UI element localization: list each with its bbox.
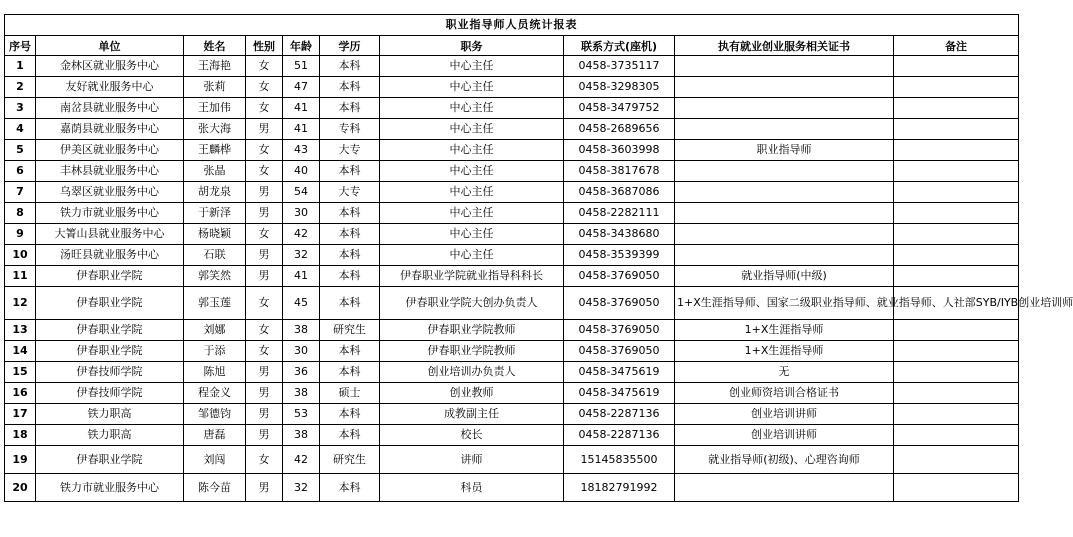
cell-unit: 伊春职业学院 — [36, 320, 184, 341]
cell-remark — [894, 425, 1019, 446]
cell-unit: 友好就业服务中心 — [36, 77, 184, 98]
cell-gender: 男 — [246, 383, 283, 404]
cell-cert — [675, 245, 894, 266]
cell-position: 中心主任 — [380, 56, 564, 77]
cell-cert: 无 — [675, 362, 894, 383]
cell-remark — [894, 77, 1019, 98]
cell-unit: 嘉荫县就业服务中心 — [36, 119, 184, 140]
table-row — [5, 474, 1019, 502]
cell-name: 王海艳 — [184, 56, 246, 77]
header-cert: 执有就业创业服务相关证书 — [675, 36, 894, 56]
cell-cert: 创业师资培训合格证书 — [675, 383, 894, 404]
cell-age: 54 — [283, 182, 320, 203]
header-position: 职务 — [380, 36, 564, 56]
cell-age: 41 — [283, 119, 320, 140]
table-row — [5, 98, 1019, 119]
cell-remark — [894, 203, 1019, 224]
cell-name: 王麟桦 — [184, 140, 246, 161]
table-row — [5, 383, 1019, 404]
cell-cert: 职业指导师 — [675, 140, 894, 161]
cell-age: 45 — [283, 287, 320, 320]
cell-remark — [894, 119, 1019, 140]
table-row — [5, 119, 1019, 140]
cell-name: 王加伟 — [184, 98, 246, 119]
staff-report-table — [4, 14, 1073, 502]
header-name: 姓名 — [184, 36, 246, 56]
table-row — [5, 77, 1019, 98]
cell-seq: 15 — [5, 362, 36, 383]
cell-phone: 0458-2282111 — [564, 203, 675, 224]
cell-gender: 女 — [246, 77, 283, 98]
cell-remark — [894, 362, 1019, 383]
cell-position: 成教副主任 — [380, 404, 564, 425]
cell-cert — [675, 474, 894, 502]
cell-position: 中心主任 — [380, 98, 564, 119]
table-row — [5, 140, 1019, 161]
cell-remark — [894, 140, 1019, 161]
cell-age: 38 — [283, 320, 320, 341]
cell-education: 本科 — [320, 266, 380, 287]
cell-age: 36 — [283, 362, 320, 383]
cell-phone: 0458-3475619 — [564, 362, 675, 383]
table-row — [5, 203, 1019, 224]
cell-gender: 男 — [246, 266, 283, 287]
cell-unit: 伊春职业学院 — [36, 341, 184, 362]
cell-seq: 6 — [5, 161, 36, 182]
cell-education: 本科 — [320, 98, 380, 119]
cell-education: 专科 — [320, 119, 380, 140]
cell-seq: 13 — [5, 320, 36, 341]
cell-position: 中心主任 — [380, 140, 564, 161]
cell-remark — [894, 224, 1019, 245]
header-seq: 序号 — [5, 36, 36, 56]
cell-seq: 10 — [5, 245, 36, 266]
cell-gender: 男 — [246, 182, 283, 203]
cell-phone: 0458-3769050 — [564, 266, 675, 287]
cell-name: 石联 — [184, 245, 246, 266]
cell-unit: 伊美区就业服务中心 — [36, 140, 184, 161]
table-row — [5, 341, 1019, 362]
cell-cert — [675, 119, 894, 140]
cell-phone: 15145835500 — [564, 446, 675, 474]
cell-gender: 男 — [246, 425, 283, 446]
cell-age: 42 — [283, 446, 320, 474]
cell-gender: 女 — [246, 140, 283, 161]
cell-cert — [675, 77, 894, 98]
cell-cert — [675, 224, 894, 245]
cell-age: 42 — [283, 224, 320, 245]
table-row — [5, 425, 1019, 446]
cell-position: 伊春职业学院教师 — [380, 341, 564, 362]
cell-remark — [894, 266, 1019, 287]
table-row — [5, 287, 1019, 320]
cell-phone: 0458-3687086 — [564, 182, 675, 203]
cell-unit: 大箐山县就业服务中心 — [36, 224, 184, 245]
cell-education: 本科 — [320, 287, 380, 320]
cell-remark — [894, 341, 1019, 362]
cell-gender: 女 — [246, 56, 283, 77]
cell-gender: 男 — [246, 404, 283, 425]
cell-position: 科员 — [380, 474, 564, 502]
cell-seq: 2 — [5, 77, 36, 98]
cell-age: 30 — [283, 341, 320, 362]
cell-name: 于新泽 — [184, 203, 246, 224]
cell-position: 中心主任 — [380, 182, 564, 203]
cell-age: 51 — [283, 56, 320, 77]
cell-gender: 女 — [246, 287, 283, 320]
cell-seq: 12 — [5, 287, 36, 320]
header-age: 年龄 — [283, 36, 320, 56]
cell-cert: 1+X生涯指导师 — [675, 341, 894, 362]
cell-seq: 19 — [5, 446, 36, 474]
cell-seq: 11 — [5, 266, 36, 287]
cell-seq: 1 — [5, 56, 36, 77]
cell-education: 本科 — [320, 474, 380, 502]
cell-name: 刘闯 — [184, 446, 246, 474]
cell-name: 张晶 — [184, 161, 246, 182]
cell-unit: 南岔县就业服务中心 — [36, 98, 184, 119]
cell-name: 郭笑然 — [184, 266, 246, 287]
cell-age: 43 — [283, 140, 320, 161]
cell-remark — [894, 320, 1019, 341]
cell-seq: 7 — [5, 182, 36, 203]
cell-gender: 男 — [246, 203, 283, 224]
cell-unit: 伊春职业学院 — [36, 266, 184, 287]
cell-unit: 伊春技师学院 — [36, 383, 184, 404]
cell-gender: 女 — [246, 341, 283, 362]
cell-remark — [894, 245, 1019, 266]
cell-unit: 铁力市就业服务中心 — [36, 474, 184, 502]
cell-position: 中心主任 — [380, 161, 564, 182]
cell-name: 郭玉莲 — [184, 287, 246, 320]
cell-cert — [675, 161, 894, 182]
cell-gender: 女 — [246, 98, 283, 119]
cell-age: 53 — [283, 404, 320, 425]
cell-position: 中心主任 — [380, 224, 564, 245]
cell-cert — [675, 98, 894, 119]
cell-position: 校长 — [380, 425, 564, 446]
cell-education: 本科 — [320, 425, 380, 446]
cell-seq: 9 — [5, 224, 36, 245]
cell-education: 大专 — [320, 140, 380, 161]
cell-cert — [675, 56, 894, 77]
cell-education: 本科 — [320, 161, 380, 182]
cell-phone: 0458-3539399 — [564, 245, 675, 266]
header-phone: 联系方式(座机) — [564, 36, 675, 56]
cell-unit: 伊春技师学院 — [36, 362, 184, 383]
cell-position: 创业培训办负责人 — [380, 362, 564, 383]
cell-name: 陈旭 — [184, 362, 246, 383]
cell-position: 创业教师 — [380, 383, 564, 404]
cell-remark — [894, 383, 1019, 404]
cell-phone: 0458-2689656 — [564, 119, 675, 140]
table-row — [5, 446, 1019, 474]
cell-education: 本科 — [320, 56, 380, 77]
cell-gender: 男 — [246, 119, 283, 140]
cell-education: 硕士 — [320, 383, 380, 404]
table-row — [5, 362, 1019, 383]
cell-phone: 0458-3817678 — [564, 161, 675, 182]
cell-seq: 3 — [5, 98, 36, 119]
cell-position: 伊春职业学院就业指导科科长 — [380, 266, 564, 287]
cell-age: 32 — [283, 245, 320, 266]
cell-gender: 女 — [246, 320, 283, 341]
cell-name: 于添 — [184, 341, 246, 362]
cell-phone: 0458-3769050 — [564, 320, 675, 341]
cell-phone: 0458-3475619 — [564, 383, 675, 404]
cell-seq: 14 — [5, 341, 36, 362]
cell-name: 陈今苗 — [184, 474, 246, 502]
table-row — [5, 56, 1019, 77]
cell-remark — [894, 56, 1019, 77]
cell-phone: 0458-2287136 — [564, 404, 675, 425]
cell-gender: 男 — [246, 474, 283, 502]
header-gender: 性别 — [246, 36, 283, 56]
cell-phone: 18182791992 — [564, 474, 675, 502]
cell-position: 伊春职业学院教师 — [380, 320, 564, 341]
cell-cert — [675, 203, 894, 224]
cell-age: 30 — [283, 203, 320, 224]
table-body — [5, 56, 1073, 502]
cell-remark — [894, 474, 1019, 502]
cell-phone: 0458-3735117 — [564, 56, 675, 77]
cell-phone: 0458-3298305 — [564, 77, 675, 98]
cell-name: 唐磊 — [184, 425, 246, 446]
cell-education: 本科 — [320, 224, 380, 245]
cell-cert: 创业培训讲师 — [675, 425, 894, 446]
cell-age: 32 — [283, 474, 320, 502]
cell-education: 本科 — [320, 77, 380, 98]
cell-unit: 伊春职业学院 — [36, 287, 184, 320]
table-row — [5, 161, 1019, 182]
cell-unit: 铁力市就业服务中心 — [36, 203, 184, 224]
cell-age: 41 — [283, 98, 320, 119]
cell-name: 邹德钧 — [184, 404, 246, 425]
cell-age: 40 — [283, 161, 320, 182]
cell-phone: 0458-3769050 — [564, 341, 675, 362]
cell-phone: 0458-2287136 — [564, 425, 675, 446]
cell-gender: 女 — [246, 224, 283, 245]
cell-position: 伊春职业学院大创办负责人 — [380, 287, 564, 320]
cell-position: 中心主任 — [380, 77, 564, 98]
cell-position: 中心主任 — [380, 203, 564, 224]
cell-name: 杨晓颖 — [184, 224, 246, 245]
cell-seq: 18 — [5, 425, 36, 446]
cell-cert — [675, 182, 894, 203]
cell-cert: 就业指导师(初级)、心理咨询师 — [675, 446, 894, 474]
cell-remark — [894, 98, 1019, 119]
cell-education: 研究生 — [320, 446, 380, 474]
cell-remark — [894, 182, 1019, 203]
cell-position: 中心主任 — [380, 119, 564, 140]
cell-name: 张大海 — [184, 119, 246, 140]
cell-age: 38 — [283, 383, 320, 404]
cell-education: 本科 — [320, 362, 380, 383]
cell-education: 本科 — [320, 245, 380, 266]
cell-unit: 金林区就业服务中心 — [36, 56, 184, 77]
cell-unit: 丰林县就业服务中心 — [36, 161, 184, 182]
cell-gender: 女 — [246, 161, 283, 182]
cell-age: 38 — [283, 425, 320, 446]
cell-seq: 17 — [5, 404, 36, 425]
cell-seq: 4 — [5, 119, 36, 140]
cell-seq: 16 — [5, 383, 36, 404]
cell-unit: 伊春职业学院 — [36, 446, 184, 474]
cell-remark — [894, 161, 1019, 182]
cell-seq: 8 — [5, 203, 36, 224]
table-row — [5, 245, 1019, 266]
cell-phone: 0458-3769050 — [564, 287, 675, 320]
header-row — [5, 36, 1019, 56]
cell-name: 程金义 — [184, 383, 246, 404]
cell-unit: 乌翠区就业服务中心 — [36, 182, 184, 203]
cell-phone: 0458-3603998 — [564, 140, 675, 161]
table-row — [5, 404, 1019, 425]
cell-name: 胡龙泉 — [184, 182, 246, 203]
cell-gender: 男 — [246, 362, 283, 383]
cell-name: 张莉 — [184, 77, 246, 98]
cell-age: 47 — [283, 77, 320, 98]
table-row — [5, 320, 1019, 341]
cell-phone: 0458-3438680 — [564, 224, 675, 245]
cell-education: 本科 — [320, 203, 380, 224]
report-title: 职业指导师人员统计报表 — [5, 15, 1019, 36]
cell-unit: 铁力职高 — [36, 425, 184, 446]
cell-remark — [894, 404, 1019, 425]
header-education: 学历 — [320, 36, 380, 56]
cell-name: 刘娜 — [184, 320, 246, 341]
cell-seq: 20 — [5, 474, 36, 502]
cell-cert: 就业指导师(中级) — [675, 266, 894, 287]
cell-education: 本科 — [320, 404, 380, 425]
cell-education: 本科 — [320, 341, 380, 362]
cell-gender: 男 — [246, 245, 283, 266]
cell-cert: 创业培训讲师 — [675, 404, 894, 425]
cell-education: 大专 — [320, 182, 380, 203]
cell-cert: 1+X生涯指导师 — [675, 320, 894, 341]
cell-unit: 铁力职高 — [36, 404, 184, 425]
cell-position: 讲师 — [380, 446, 564, 474]
cell-education: 研究生 — [320, 320, 380, 341]
table-row — [5, 182, 1019, 203]
cell-unit: 汤旺县就业服务中心 — [36, 245, 184, 266]
cell-gender: 女 — [246, 446, 283, 474]
cell-position: 中心主任 — [380, 245, 564, 266]
cell-seq: 5 — [5, 140, 36, 161]
cell-phone: 0458-3479752 — [564, 98, 675, 119]
cell-cert: 1+X生涯指导师、国家二级职业指导师、就业指导师、人社部SYB/IYB创业培训师 — [675, 287, 894, 320]
table-row — [5, 224, 1019, 245]
cell-remark — [894, 446, 1019, 474]
header-unit: 单位 — [36, 36, 184, 56]
table-row — [5, 266, 1019, 287]
cell-age: 41 — [283, 266, 320, 287]
header-remark: 备注 — [894, 36, 1019, 56]
